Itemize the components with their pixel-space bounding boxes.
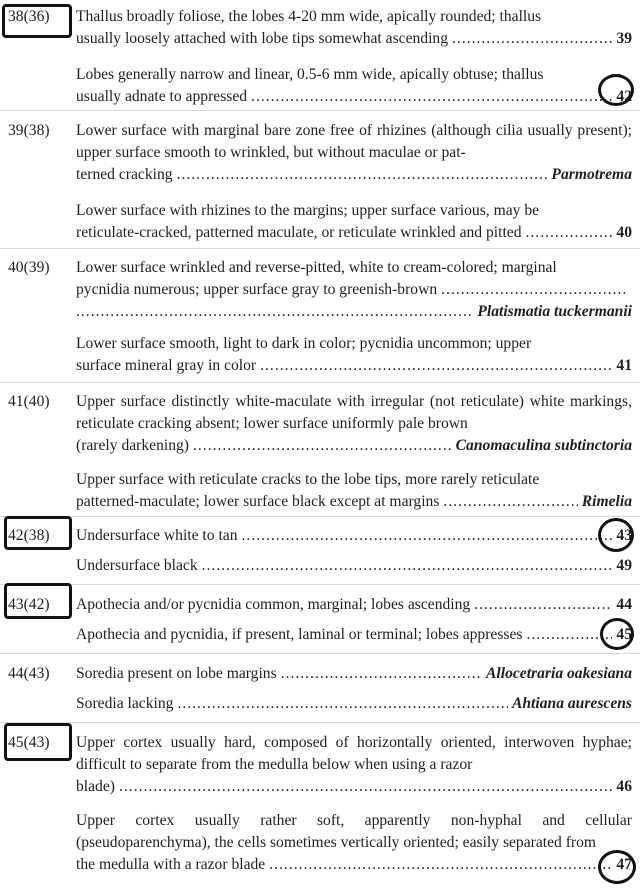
lead-38a bbox=[0, 6, 640, 50]
lead-text-last: reticulate-cracked, patterned maculate, or reticulate wrinkled and pitted bbox=[76, 224, 522, 241]
lead-text: Lower surface smooth, light to dark in color; pycnidia uncommon; upper bbox=[76, 335, 532, 352]
lead-41b bbox=[0, 469, 640, 513]
divider bbox=[0, 722, 640, 723]
annotation-box-38 bbox=[2, 4, 72, 38]
divider bbox=[0, 110, 640, 111]
lead-destination: 43 bbox=[616, 527, 632, 544]
divider bbox=[0, 516, 640, 517]
lead-destination-taxon: Allocetraria oakesiana bbox=[486, 665, 632, 682]
lead-text: Upper surface with reticulate cracks to the lobe tips, more rarely reticulate bbox=[76, 471, 540, 488]
lead-destination: 47 bbox=[616, 856, 632, 873]
lead-destination: 44 bbox=[616, 596, 632, 613]
lead-40b bbox=[0, 333, 640, 377]
couplet-number: 39(38) bbox=[8, 122, 50, 139]
divider bbox=[0, 584, 640, 585]
lead-39b bbox=[0, 200, 640, 244]
lead-destination: 39 bbox=[616, 30, 632, 47]
lead-destination: 46 bbox=[616, 778, 632, 795]
lead-44b bbox=[0, 693, 640, 715]
couplet-number: 41(40) bbox=[8, 393, 50, 410]
lead-text-last: Undersurface black bbox=[76, 557, 198, 574]
lead-text: Upper cortex usually rather soft, apparently non-hyphal and cellular (pseudoparenchyma), the cells sometimes vertically oriented; easily separated from bbox=[76, 812, 632, 851]
lead-text: Lower surface with rhizines to the margins; upper surface various, may be bbox=[76, 202, 540, 219]
lead-destination: 45 bbox=[616, 626, 632, 643]
annotation-circle-47 bbox=[598, 850, 636, 884]
lead-text: Lower surface with marginal bare zone free of rhizines (although cilia usually present); upper surface smooth to wrinkled, but without maculae or pat- bbox=[76, 122, 632, 161]
lead-42b bbox=[0, 555, 640, 577]
lead-text-last: terned cracking bbox=[76, 166, 173, 183]
lead-43a bbox=[0, 594, 640, 616]
lead-destination-taxon: Rimelia bbox=[581, 493, 632, 510]
couplet-number: 44(43) bbox=[8, 665, 50, 682]
annotation-circle-42 bbox=[598, 74, 634, 106]
lead-44a bbox=[0, 663, 640, 685]
lead-43b bbox=[0, 624, 640, 646]
lead-destination-taxon: Parmotrema bbox=[551, 166, 632, 183]
lead-text-last: Soredia lacking bbox=[76, 695, 174, 712]
lead-destination-taxon: Platismatia tuckermanii bbox=[477, 303, 632, 320]
lead-text-last: Apothecia and/or pycnidia common, marginal; lobes ascending bbox=[76, 596, 471, 613]
lead-destination: 49 bbox=[616, 557, 632, 574]
lead-text-last: blade) bbox=[76, 778, 115, 795]
lead-text-last: patterned-maculate; lower surface black except at margins bbox=[76, 493, 440, 510]
lead-45b bbox=[0, 810, 640, 876]
lead-destination: 40 bbox=[616, 224, 632, 241]
couplet-number: 45(43) bbox=[8, 734, 50, 751]
couplet-42 bbox=[0, 525, 640, 577]
couplet-number: 42(38) bbox=[8, 527, 50, 544]
couplet-number: 43(42) bbox=[8, 596, 50, 613]
couplet-45 bbox=[0, 732, 640, 876]
couplet-39 bbox=[0, 120, 640, 244]
lead-40a bbox=[0, 257, 640, 323]
couplet-40 bbox=[0, 257, 640, 377]
lead-destination: 41 bbox=[616, 357, 632, 374]
lead-42a bbox=[0, 525, 640, 547]
lead-destination-taxon: Ahtiana aurescens bbox=[511, 695, 632, 712]
lead-text-last: usually adnate to appressed bbox=[76, 88, 248, 105]
lead-destination-taxon: Canomaculina subtinctoria bbox=[455, 437, 632, 454]
couplet-44 bbox=[0, 663, 640, 715]
lead-text-last: Soredia present on lobe margins bbox=[76, 665, 277, 682]
lead-text: Lower surface wrinkled and reverse-pitted, white to cream-colored; marginal bbox=[76, 259, 557, 276]
lead-text-last: surface mineral gray in color bbox=[76, 357, 257, 374]
lead-38b bbox=[0, 64, 640, 108]
lead-text-last: usually loosely attached with lobe tips somewhat ascending bbox=[76, 30, 449, 47]
lead-text: Thallus broadly foliose, the lobes 4-20 mm wide, apically rounded; thallus bbox=[76, 8, 542, 25]
lead-text-last: (rarely darkening) bbox=[76, 437, 189, 454]
annotation-box-43 bbox=[4, 583, 72, 619]
annotation-box-45 bbox=[4, 723, 72, 761]
lead-text-mid: pycnidia numerous; upper surface gray to greenish-brown bbox=[76, 281, 438, 298]
lead-text: Upper surface distinctly white-maculate with irregular (not reticulate) white markings, reticulate cracking absent; lower surface uniformly pale brown bbox=[76, 393, 632, 432]
couplet-41 bbox=[0, 391, 640, 513]
divider bbox=[0, 382, 640, 383]
lead-45a bbox=[0, 732, 640, 798]
couplet-number: 40(39) bbox=[8, 259, 50, 276]
divider bbox=[0, 653, 640, 654]
divider bbox=[0, 248, 640, 249]
lead-39a bbox=[0, 120, 640, 186]
lead-text-last: the medulla with a razor blade bbox=[76, 856, 266, 873]
annotation-circle-45 bbox=[600, 618, 634, 650]
annotation-circle-43 bbox=[598, 518, 634, 552]
lead-text: Lobes generally narrow and linear, 0.5-6 mm wide, apically obtuse; thallus bbox=[76, 66, 544, 83]
lead-text-last: Undersurface white to tan bbox=[76, 527, 238, 544]
annotation-box-42 bbox=[4, 516, 72, 550]
couplet-43 bbox=[0, 594, 640, 646]
lead-41a bbox=[0, 391, 640, 457]
lead-text: Upper cortex usually hard, composed of horizontally oriented, interwoven hyphae; difficult to separate from the medulla below when using a razor bbox=[76, 734, 632, 773]
lead-text-last: Apothecia and pycnidia, if present, laminal or terminal; lobes appresses bbox=[76, 626, 523, 643]
couplet-number: 38(36) bbox=[8, 8, 50, 25]
couplet-38 bbox=[0, 6, 640, 108]
lead-destination: 42 bbox=[616, 88, 632, 105]
